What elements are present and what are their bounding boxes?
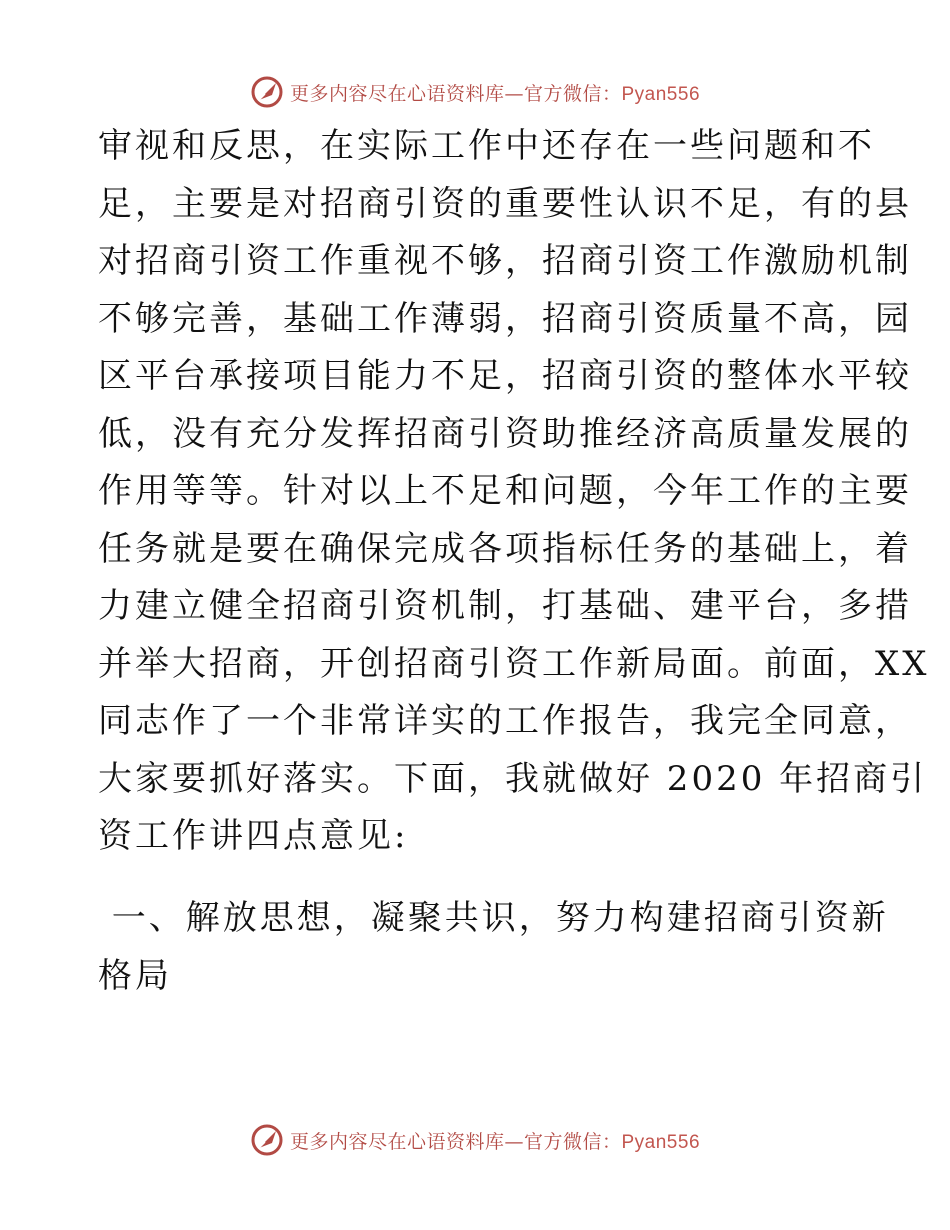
paragraph-line: 审视和反思，在实际工作中还存在一些问题和不	[98, 126, 875, 166]
paragraph-line: 力建立健全招商引资机制，打基础、建平台，多措	[98, 586, 912, 626]
paragraph-line: 不够完善，基础工作薄弱，招商引资质量不高，园	[98, 298, 912, 339]
paragraph-line: 大家要抓好落实。下面，我就做好 2020 年招商引	[98, 758, 928, 799]
feather-seal-icon	[250, 1123, 284, 1157]
paragraph-line: 低，没有充分发挥招商引资助推经济高质量发展的	[98, 413, 912, 454]
banner-text	[290, 1127, 700, 1154]
banner-label: 更多内容尽在心语资料库—官方微信：	[289, 1130, 622, 1153]
wechat-id: Pyan556	[621, 83, 701, 105]
footer-banner	[0, 1120, 950, 1160]
paragraph-line: 资工作讲四点意见:	[98, 816, 409, 856]
paragraph-line: 作用等等。针对以上不足和问题，今年工作的主要	[98, 471, 912, 511]
body-paragraph	[98, 118, 930, 866]
feather-seal-icon	[250, 75, 284, 109]
heading-line: 一、解放思想，凝聚共识，努力构建招商引资新	[98, 898, 889, 938]
paragraph-line: 同志作了一个非常详实的工作报告，我完全同意，	[98, 701, 912, 741]
paragraph-line: 对招商引资工作重视不够，招商引资工作激励机制	[98, 241, 912, 281]
heading-line: 格局	[98, 955, 172, 996]
wechat-id: Pyan556	[621, 1131, 701, 1153]
paragraph-line: 区平台承接项目能力不足，招商引资的整体水平较	[98, 356, 912, 396]
banner-label: 更多内容尽在心语资料库—官方微信：	[289, 82, 622, 105]
header-banner	[0, 72, 950, 112]
paragraph-line: 并举大招商，开创招商引资工作新局面。前面，XX	[98, 643, 930, 684]
section-heading	[98, 890, 889, 1005]
paragraph-line: 足，主要是对招商引资的重要性认识不足，有的县	[98, 183, 912, 224]
paragraph-line: 任务就是要在确保完成各项指标任务的基础上，着	[98, 528, 912, 569]
banner-text	[290, 79, 700, 106]
